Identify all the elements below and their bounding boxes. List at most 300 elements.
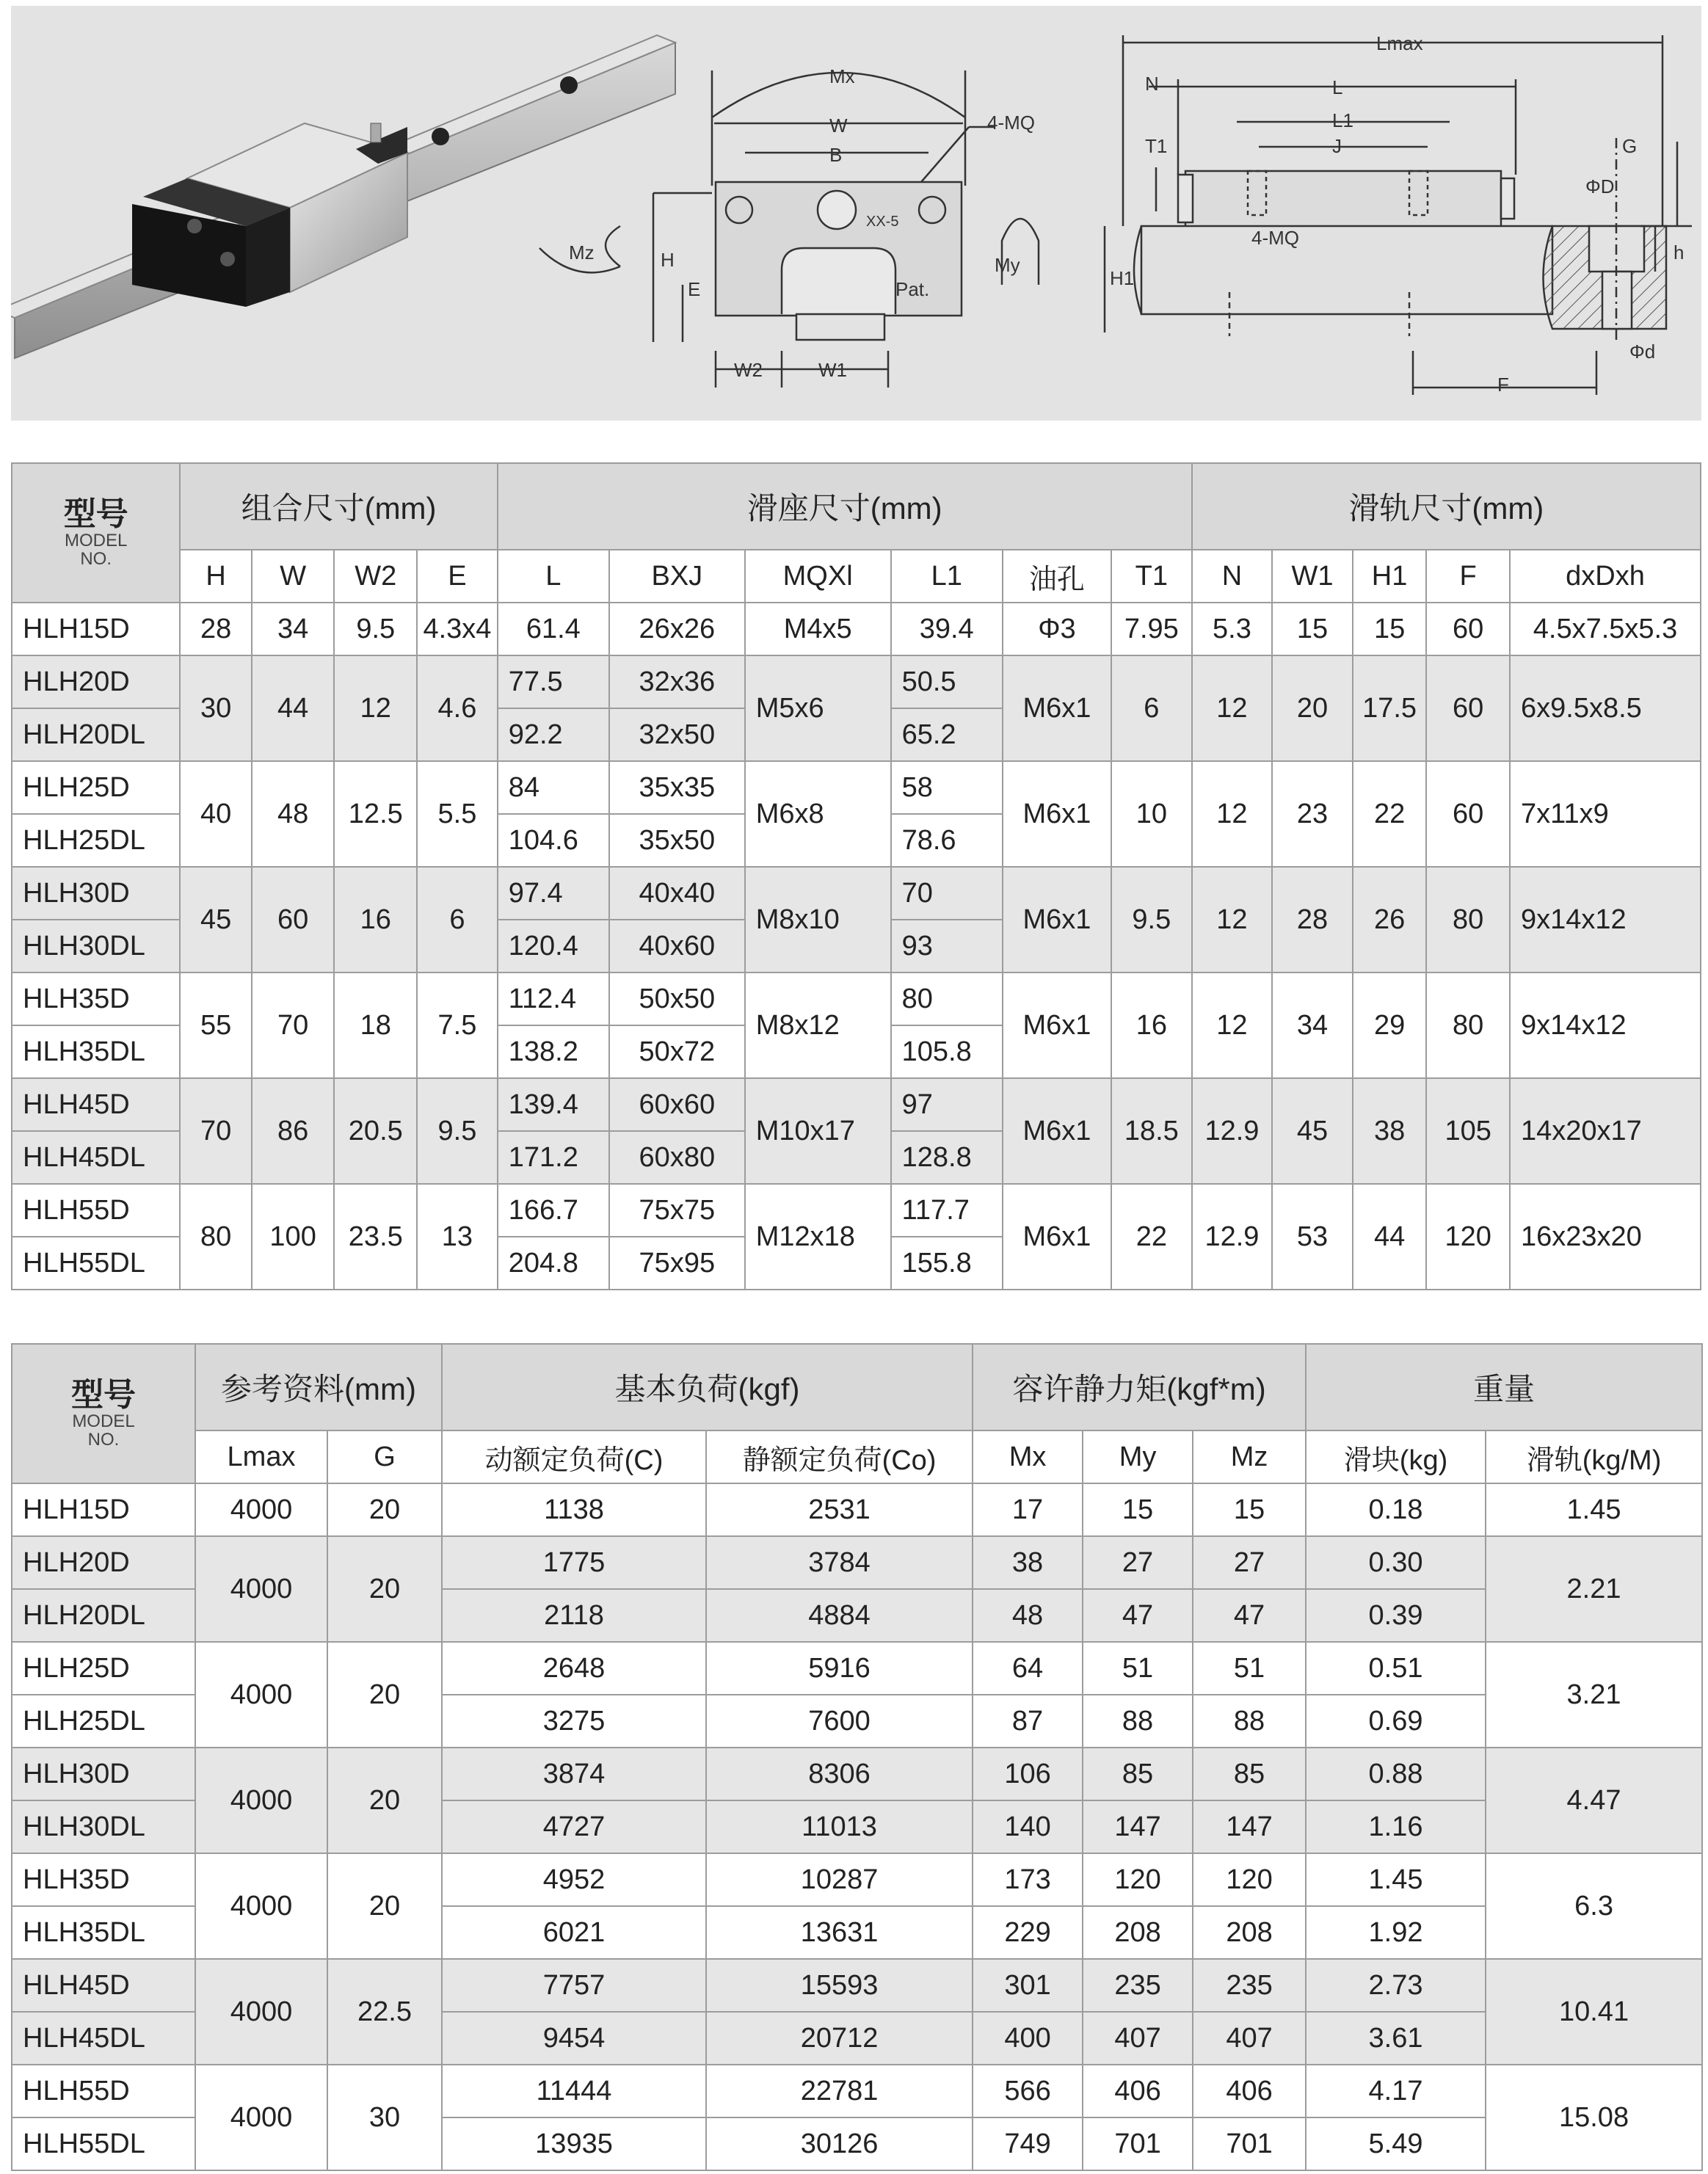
label-w: W <box>829 114 848 137</box>
table-cell: 120.4 <box>498 920 609 973</box>
table-cell: 22781 <box>706 2065 973 2117</box>
table-cell: 407 <box>1193 2012 1306 2065</box>
table-cell: 13935 <box>442 2117 706 2170</box>
model-cell: HLH55DL <box>12 2117 195 2170</box>
table-cell: 1.45 <box>1486 1483 1702 1536</box>
label-l1: L1 <box>1332 109 1353 131</box>
table-cell: 5.49 <box>1306 2117 1486 2170</box>
table-cell: 26x26 <box>609 603 745 655</box>
table-cell: 0.88 <box>1306 1748 1486 1800</box>
dimension-table <box>11 462 1701 1290</box>
table-cell: 50x50 <box>609 973 745 1025</box>
table-cell: M10x17 <box>745 1078 891 1184</box>
column-header: 滑块(kg) <box>1306 1430 1486 1483</box>
column-header: My <box>1083 1430 1193 1483</box>
table-cell: 7x11x9 <box>1510 761 1701 867</box>
table-cell: 20 <box>327 1748 442 1853</box>
model-cell: HLH15D <box>12 1483 195 1536</box>
table-cell: 50x72 <box>609 1025 745 1078</box>
table-cell: 4000 <box>195 1536 327 1642</box>
table-cell: 35x35 <box>609 761 745 814</box>
table-cell: 28 <box>1272 867 1353 973</box>
table-cell: 80 <box>891 973 1003 1025</box>
table-cell: 171.2 <box>498 1131 609 1184</box>
column-header: dxDxh <box>1510 550 1701 603</box>
column-header: N <box>1192 550 1273 603</box>
model-header: 型号 MODEL NO. <box>12 463 180 603</box>
table-cell: 9454 <box>442 2012 706 2065</box>
table-cell: 11013 <box>706 1800 973 1853</box>
label-lmax: Lmax <box>1376 32 1423 54</box>
column-header: 油孔 <box>1003 550 1111 603</box>
table-cell: 35x50 <box>609 814 745 867</box>
table-cell: 20 <box>327 1536 442 1642</box>
table-cell: 4000 <box>195 2065 327 2170</box>
table-cell: 88 <box>1193 1695 1306 1748</box>
group-header: 组合尺寸(mm) <box>180 463 497 550</box>
table-cell: 23 <box>1272 761 1353 867</box>
label-g: G <box>1622 135 1638 157</box>
table-cell: 0.30 <box>1306 1536 1486 1589</box>
table-cell: 4.6 <box>417 655 498 761</box>
table-cell: 301 <box>973 1959 1083 2012</box>
table-cell: 7.5 <box>417 973 498 1078</box>
table-cell: 86 <box>252 1078 335 1184</box>
table-row <box>12 2065 1702 2117</box>
table-cell: 147 <box>1193 1800 1306 1853</box>
column-header: BXJ <box>609 550 745 603</box>
table-cell: 18.5 <box>1111 1078 1192 1184</box>
table-cell: 80 <box>180 1184 251 1290</box>
table-cell: 1.92 <box>1306 1906 1486 1959</box>
table-cell: 12.9 <box>1192 1078 1273 1184</box>
table-cell: 3.21 <box>1486 1642 1702 1748</box>
table-cell: 12 <box>1192 761 1273 867</box>
label-mz: Mz <box>569 241 595 263</box>
table-cell: 139.4 <box>498 1078 609 1131</box>
table-cell: 8306 <box>706 1748 973 1800</box>
table-cell: 77.5 <box>498 655 609 708</box>
table-cell: 34 <box>252 603 335 655</box>
table-cell: 5.3 <box>1192 603 1273 655</box>
table-cell: 32x50 <box>609 708 745 761</box>
table-cell: 2.73 <box>1306 1959 1486 2012</box>
model-cell: HLH55DL <box>12 1237 180 1290</box>
table-cell: 10287 <box>706 1853 973 1906</box>
table-cell: 20 <box>327 1642 442 1748</box>
table-cell: 32x36 <box>609 655 745 708</box>
model-header: 型号 MODEL NO. <box>12 1344 195 1483</box>
table-cell: 97.4 <box>498 867 609 920</box>
label-t1: T1 <box>1145 135 1168 157</box>
label-l: L <box>1332 76 1343 98</box>
table-cell: 173 <box>973 1853 1083 1906</box>
table-cell: 17.5 <box>1353 655 1426 761</box>
label-h1: H1 <box>1110 267 1135 289</box>
table-cell: 15 <box>1083 1483 1193 1536</box>
label-phid: Φd <box>1629 341 1656 363</box>
table-cell: 1775 <box>442 1536 706 1589</box>
table-cell: 407 <box>1083 2012 1193 2065</box>
label-w2: W2 <box>734 359 763 381</box>
column-header: L1 <box>891 550 1003 603</box>
product-photo <box>11 35 675 358</box>
table-cell: 4000 <box>195 1748 327 1853</box>
table-cell: 138.2 <box>498 1025 609 1078</box>
column-header: W1 <box>1272 550 1353 603</box>
table-cell: 406 <box>1083 2065 1193 2117</box>
table-row <box>12 1078 1701 1131</box>
model-cell: HLH30DL <box>12 920 180 973</box>
model-cell: HLH25DL <box>12 1695 195 1748</box>
table-cell: 51 <box>1193 1642 1306 1695</box>
linear-guide-diagram <box>11 6 1701 421</box>
table-cell: 566 <box>973 2065 1083 2117</box>
table-cell: M6x1 <box>1003 867 1111 973</box>
table-cell: M12x18 <box>745 1184 891 1290</box>
table-cell: 105 <box>1426 1078 1510 1184</box>
table-cell: 48 <box>252 761 335 867</box>
label-pat: Pat. <box>895 278 930 300</box>
table-cell: 406 <box>1193 2065 1306 2117</box>
table-cell: 3874 <box>442 1748 706 1800</box>
table-cell: 4952 <box>442 1853 706 1906</box>
model-cell: HLH20DL <box>12 1589 195 1642</box>
table-cell: 0.18 <box>1306 1483 1486 1536</box>
group-header: 滑座尺寸(mm) <box>498 463 1192 550</box>
table-cell: 0.39 <box>1306 1589 1486 1642</box>
table-cell: 28 <box>180 603 251 655</box>
table-row <box>12 761 1701 814</box>
table-row <box>12 1184 1701 1237</box>
table-cell: 2.21 <box>1486 1536 1702 1642</box>
table-cell: 4.5x7.5x5.3 <box>1510 603 1701 655</box>
model-cell: HLH30D <box>12 867 180 920</box>
table-cell: 140 <box>973 1800 1083 1853</box>
group-header: 容许静力矩(kgf*m) <box>973 1344 1306 1430</box>
table-row <box>12 867 1701 920</box>
model-cell: HLH25D <box>12 1642 195 1695</box>
table-cell: 4884 <box>706 1589 973 1642</box>
model-cell: HLH20DL <box>12 708 180 761</box>
table-cell: M6x1 <box>1003 973 1111 1078</box>
label-h: H <box>661 249 675 271</box>
column-header: G <box>327 1430 442 1483</box>
table-cell: 64 <box>973 1642 1083 1695</box>
label-w1: W1 <box>818 359 847 381</box>
model-cell: HLH35DL <box>12 1906 195 1959</box>
table-cell: 12 <box>1192 867 1273 973</box>
table-cell: 20 <box>1272 655 1353 761</box>
table-cell: 15 <box>1272 603 1353 655</box>
table-cell: 400 <box>973 2012 1083 2065</box>
table-cell: 7.95 <box>1111 603 1192 655</box>
table-cell: 120 <box>1193 1853 1306 1906</box>
model-cell: HLH20D <box>12 1536 195 1589</box>
table-row <box>12 1748 1702 1800</box>
table-cell: M8x12 <box>745 973 891 1078</box>
column-header: 动额定负荷(C) <box>442 1430 706 1483</box>
table-cell: 38 <box>1353 1078 1426 1184</box>
table-cell: 3784 <box>706 1536 973 1589</box>
column-header: H <box>180 550 251 603</box>
table-cell: 204.8 <box>498 1237 609 1290</box>
label-b: B <box>829 144 843 166</box>
table-cell: 106 <box>973 1748 1083 1800</box>
column-header: Mx <box>973 1430 1083 1483</box>
table-row <box>12 1483 1702 1536</box>
label-phiD: ΦD <box>1585 175 1615 197</box>
table-cell: 58 <box>891 761 1003 814</box>
table-cell: 10.41 <box>1486 1959 1702 2065</box>
table-cell: M4x5 <box>745 603 891 655</box>
label-f: F <box>1497 374 1509 396</box>
table-cell: 1.16 <box>1306 1800 1486 1853</box>
table-cell: 6021 <box>442 1906 706 1959</box>
table-cell: 45 <box>1272 1078 1353 1184</box>
table-cell: 70 <box>891 867 1003 920</box>
table-cell: 4000 <box>195 1483 327 1536</box>
table-cell: 23.5 <box>334 1184 417 1290</box>
table-row <box>12 655 1701 708</box>
table-cell: 120 <box>1426 1184 1510 1290</box>
label-j: J <box>1332 135 1342 157</box>
column-header: T1 <box>1111 550 1192 603</box>
table-cell: 26 <box>1353 867 1426 973</box>
label-my: My <box>995 254 1020 276</box>
table-cell: 6x9.5x8.5 <box>1510 655 1701 761</box>
table-cell: 34 <box>1272 973 1353 1078</box>
table-cell: 40 <box>180 761 251 867</box>
table-cell: 27 <box>1193 1536 1306 1589</box>
table-cell: 40x60 <box>609 920 745 973</box>
table-cell: 6 <box>1111 655 1192 761</box>
table-cell: 701 <box>1083 2117 1193 2170</box>
table-cell: 4.3x4 <box>417 603 498 655</box>
table-cell: 6.3 <box>1486 1853 1702 1959</box>
table-row <box>12 973 1701 1025</box>
table-cell: 7757 <box>442 1959 706 2012</box>
model-cell: HLH25DL <box>12 814 180 867</box>
table-cell: 12.5 <box>334 761 417 867</box>
table-cell: 22.5 <box>327 1959 442 2065</box>
table-cell: 3.61 <box>1306 2012 1486 2065</box>
table-cell: 53 <box>1272 1184 1353 1290</box>
label-4mq: 4-MQ <box>987 112 1035 134</box>
table-cell: 92.2 <box>498 708 609 761</box>
table-cell: 44 <box>1353 1184 1426 1290</box>
side-view-drawing <box>1105 35 1692 395</box>
table-cell: 20 <box>327 1853 442 1959</box>
table-cell: 4727 <box>442 1800 706 1853</box>
model-cell: HLH20D <box>12 655 180 708</box>
label-mx: Mx <box>829 65 855 87</box>
table-cell: 16 <box>1111 973 1192 1078</box>
table-cell: 45 <box>180 867 251 973</box>
table-cell: 4.47 <box>1486 1748 1702 1853</box>
table-cell: 15 <box>1193 1483 1306 1536</box>
table-cell: 1138 <box>442 1483 706 1536</box>
table-cell: 27 <box>1083 1536 1193 1589</box>
table-cell: 2531 <box>706 1483 973 1536</box>
table-cell: 20 <box>327 1483 442 1536</box>
table-cell: 104.6 <box>498 814 609 867</box>
model-cell: HLH30DL <box>12 1800 195 1853</box>
table-cell: M6x1 <box>1003 655 1111 761</box>
table-row <box>12 1959 1702 2012</box>
table-cell: 2648 <box>442 1642 706 1695</box>
table-cell: 97 <box>891 1078 1003 1131</box>
model-cell: HLH45DL <box>12 2012 195 2065</box>
table-cell: 30126 <box>706 2117 973 2170</box>
table-cell: 14x20x17 <box>1510 1078 1701 1184</box>
column-header: 滑轨(kg/M) <box>1486 1430 1702 1483</box>
table-cell: 60 <box>1426 603 1510 655</box>
table-row <box>12 603 1701 655</box>
column-header: MQXl <box>745 550 891 603</box>
table-cell: 20712 <box>706 2012 973 2065</box>
table-row <box>12 1853 1702 1906</box>
table-cell: 5.5 <box>417 761 498 867</box>
label-n: N <box>1145 73 1159 95</box>
table-cell: 39.4 <box>891 603 1003 655</box>
table-cell: 60 <box>252 867 335 973</box>
table-cell: M8x10 <box>745 867 891 973</box>
table-cell: 44 <box>252 655 335 761</box>
model-cell: HLH15D <box>12 603 180 655</box>
table-cell: 85 <box>1083 1748 1193 1800</box>
table-cell: 117.7 <box>891 1184 1003 1237</box>
table-cell: 1.45 <box>1306 1853 1486 1906</box>
table-cell: 120 <box>1083 1853 1193 1906</box>
model-cell: HLH55D <box>12 2065 195 2117</box>
table-cell: 12.9 <box>1192 1184 1273 1290</box>
load-table <box>11 1343 1703 2171</box>
group-header: 基本负荷(kgf) <box>442 1344 973 1430</box>
table-cell: 15593 <box>706 1959 973 2012</box>
table-cell: 9x14x12 <box>1510 867 1701 973</box>
table-cell: Φ3 <box>1003 603 1111 655</box>
table-cell: 105.8 <box>891 1025 1003 1078</box>
table-cell: 749 <box>973 2117 1083 2170</box>
model-cell: HLH45D <box>12 1078 180 1131</box>
table-cell: 51 <box>1083 1642 1193 1695</box>
table-cell: 166.7 <box>498 1184 609 1237</box>
table-cell: 70 <box>180 1078 251 1184</box>
table-cell: 22 <box>1111 1184 1192 1290</box>
table-cell: 10 <box>1111 761 1192 867</box>
table-cell: 20.5 <box>334 1078 417 1184</box>
table-cell: 16 <box>334 867 417 973</box>
table-cell: 155.8 <box>891 1237 1003 1290</box>
group-header: 滑轨尺寸(mm) <box>1192 463 1701 550</box>
table-cell: 61.4 <box>498 603 609 655</box>
table-cell: 12 <box>1192 973 1273 1078</box>
table-cell: 93 <box>891 920 1003 973</box>
table-cell: 85 <box>1193 1748 1306 1800</box>
table-cell: M6x8 <box>745 761 891 867</box>
table-cell: 60x60 <box>609 1078 745 1131</box>
table-cell: 88 <box>1083 1695 1193 1748</box>
column-header: 静额定负荷(Co) <box>706 1430 973 1483</box>
table-cell: 9.5 <box>417 1078 498 1184</box>
model-cell: HLH55D <box>12 1184 180 1237</box>
table-cell: 4000 <box>195 1959 327 2065</box>
table-cell: 87 <box>973 1695 1083 1748</box>
model-cell: HLH25D <box>12 761 180 814</box>
table-cell: 29 <box>1353 973 1426 1078</box>
table-cell: 13 <box>417 1184 498 1290</box>
table-cell: 47 <box>1083 1589 1193 1642</box>
model-cell: HLH35D <box>12 973 180 1025</box>
table-cell: 6 <box>417 867 498 973</box>
table-row <box>12 1642 1702 1695</box>
table-cell: 9x14x12 <box>1510 973 1701 1078</box>
table-cell: 80 <box>1426 973 1510 1078</box>
table-cell: 128.8 <box>891 1131 1003 1184</box>
table-cell: 30 <box>180 655 251 761</box>
table-cell: M6x1 <box>1003 1078 1111 1184</box>
diagram-banner <box>11 6 1701 421</box>
table-cell: 12 <box>1192 655 1273 761</box>
table-cell: 48 <box>973 1589 1083 1642</box>
group-header: 参考资料(mm) <box>195 1344 442 1430</box>
column-header: Mz <box>1193 1430 1306 1483</box>
table-cell: M5x6 <box>745 655 891 761</box>
table-cell: 4.17 <box>1306 2065 1486 2117</box>
table-cell: 40x40 <box>609 867 745 920</box>
column-header: L <box>498 550 609 603</box>
table-cell: 13631 <box>706 1906 973 1959</box>
table-cell: 2118 <box>442 1589 706 1642</box>
table-cell: 208 <box>1193 1906 1306 1959</box>
table-cell: 75x75 <box>609 1184 745 1237</box>
table-cell: 0.69 <box>1306 1695 1486 1748</box>
model-cell: HLH45DL <box>12 1131 180 1184</box>
label-4mq-side: 4-MQ <box>1251 227 1299 249</box>
table-cell: 9.5 <box>334 603 417 655</box>
table-row <box>12 1536 1702 1589</box>
model-cell: HLH35D <box>12 1853 195 1906</box>
table-cell: 235 <box>1083 1959 1193 2012</box>
table-cell: M6x1 <box>1003 1184 1111 1290</box>
table-cell: 60 <box>1426 761 1510 867</box>
column-header: H1 <box>1353 550 1426 603</box>
table-cell: 229 <box>973 1906 1083 1959</box>
table-cell: 55 <box>180 973 251 1078</box>
table-cell: 16x23x20 <box>1510 1184 1701 1290</box>
table-cell: 15 <box>1353 603 1426 655</box>
table-cell: 4000 <box>195 1642 327 1748</box>
table-cell: 65.2 <box>891 708 1003 761</box>
table-cell: 47 <box>1193 1589 1306 1642</box>
table-cell: 208 <box>1083 1906 1193 1959</box>
table-cell: 7600 <box>706 1695 973 1748</box>
table-cell: 70 <box>252 973 335 1078</box>
table-cell: 235 <box>1193 1959 1306 2012</box>
table-cell: 15.08 <box>1486 2065 1702 2170</box>
table-cell: 3275 <box>442 1695 706 1748</box>
label-e: E <box>688 278 701 300</box>
table-cell: 60 <box>1426 655 1510 761</box>
table-cell: 84 <box>498 761 609 814</box>
table-cell: 112.4 <box>498 973 609 1025</box>
table-cell: 22 <box>1353 761 1426 867</box>
table-cell: 4000 <box>195 1853 327 1959</box>
column-header: W <box>252 550 335 603</box>
column-header: W2 <box>334 550 417 603</box>
label-h-small: h <box>1674 241 1685 263</box>
